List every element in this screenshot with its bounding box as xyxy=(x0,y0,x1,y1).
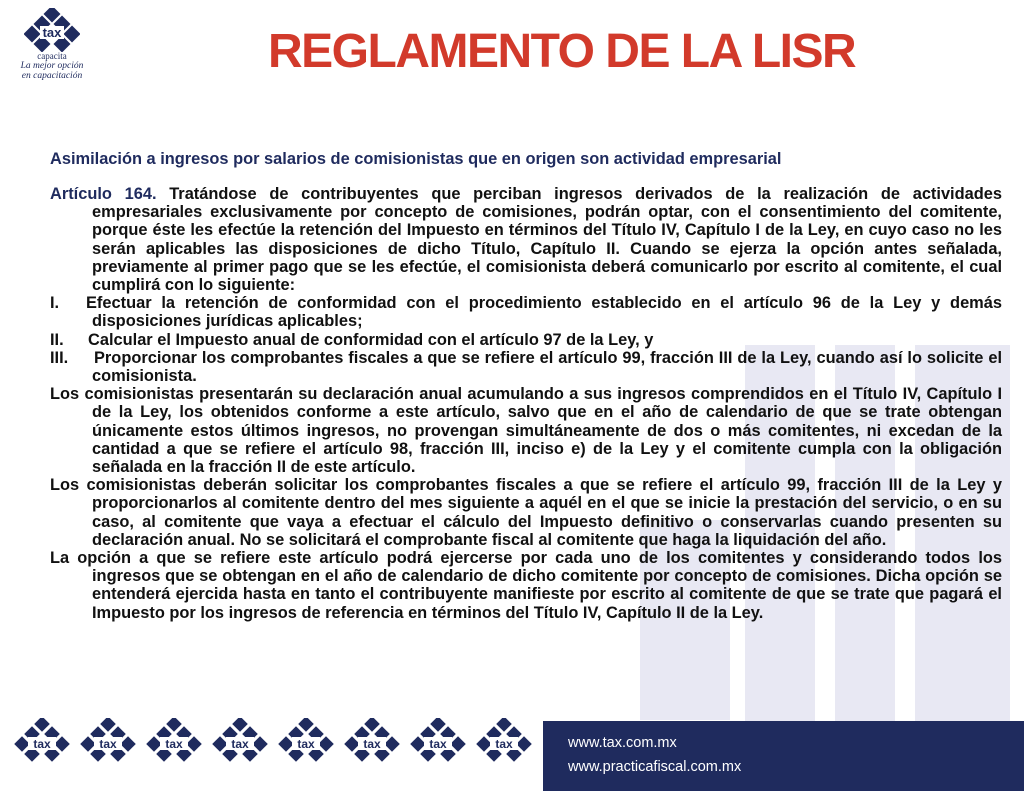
footer-logo-strip xyxy=(14,718,544,768)
list-item xyxy=(50,331,1002,349)
footer-tax-logo-icon xyxy=(14,718,70,762)
item-text: Calcular el Impuesto anual de conformidad con el artículo 97 de la Ley, y xyxy=(88,330,654,349)
footer-tax-logo-icon xyxy=(146,718,202,762)
svg-text:tax: tax xyxy=(495,737,513,751)
body-paragraph: Los comisionistas deberán solicitar los comprobantes fiscales a que se refiere el artículo 99, fracción III de la Ley y proporcionarlos al comitente dentro del mes siguiente a aquél en el que se inicie la prestación del servicio, o en su caso, al comitente que vaya a efectuar el cálculo del Impuesto definitivo o conservarlas cuando presenten su declaración anual. No se solicitará el comprobante fiscal al comitente que haga la liquidación del año. xyxy=(50,476,1002,549)
article-body xyxy=(50,185,1002,622)
body-paragraph: Los comisionistas presentarán su declaración anual acumulando a sus ingresos comprendidos en el Título IV, Capítulo I de la Ley, los obtenidos conforme a este artículo, salvo que en el año de calendario de que se trate obtengan únicamente estos últimos ingresos, no provengan simultáneamente de dos o más comitentes, ni excedan de la cantidad a que se refiere el artículo 98, fracción III, inciso e) de la Ley y el comitente cumpla con la obligación señalada en la fracción II de este artículo. xyxy=(50,385,1002,477)
tax-diamond-logo-icon xyxy=(24,8,80,52)
item-number: III. xyxy=(50,348,69,367)
logo-tagline-1: La mejor opción xyxy=(20,61,84,71)
logo-capacita-text: capacita xyxy=(37,51,67,61)
footer-links-box xyxy=(543,721,1024,791)
footer-tax-logo-icon xyxy=(344,718,400,762)
svg-text:tax: tax xyxy=(165,737,183,751)
item-text: Efectuar la retención de conformidad con el procedimiento establecido en el artículo 96 de la Ley y demás disposiciones jurídicas aplicables; xyxy=(86,294,1002,331)
footer-link-tax[interactable]: www.tax.com.mx xyxy=(568,735,677,751)
slide-title: REGLAMENTO DE LA LISR xyxy=(268,25,856,78)
svg-text:tax: tax xyxy=(33,737,51,751)
item-number: II. xyxy=(50,330,64,349)
list-item xyxy=(50,294,1002,330)
svg-text:tax: tax xyxy=(231,737,249,751)
company-logo xyxy=(12,8,92,90)
footer-tax-logo-icon xyxy=(80,718,136,762)
footer-tax-logo-icon xyxy=(278,718,334,762)
slide-subtitle: Asimilación a ingresos por salarios de comisionistas que en origen son actividad empresarial xyxy=(50,150,782,168)
svg-text:tax: tax xyxy=(297,737,315,751)
svg-text:tax: tax xyxy=(99,737,117,751)
footer-tax-logo-icon xyxy=(476,718,532,762)
footer-tax-logo-icon xyxy=(410,718,466,762)
body-paragraph: La opción a que se refiere este artículo podrá ejercerse por cada uno de los comitentes y considerando todos los ingresos que se obtengan en el año de calendario de dicho comitente por concepto de comisiones. Dicha opción se entenderá ejercida hasta en tanto el contribuyente manifieste por escrito al comitente de que se trate que pagará el Impuesto por los ingresos de referencia en términos del Título IV, Capítulo II de la Ley. xyxy=(50,549,1002,622)
list-item xyxy=(50,349,1002,385)
footer-tax-logo-icon xyxy=(212,718,268,762)
item-text: Proporcionar los comprobantes fiscales a que se refiere el artículo 99, fracción III de la Ley, cuando así lo solicite el comisionista. xyxy=(92,348,1002,386)
article-text: Tratándose de contribuyentes que perciban ingresos derivados de la realización de actividades empresariales exclusivamente por concepto de comisiones, podrán optar, con el consentimiento del comitente, porque éste les efectúe la retención del Impuesto en términos del Título IV, Capítulo I de la Ley, en cuyo caso no les serán aplicables las disposiciones de dicho Título, Capítulo II. Cuando se ejerza la opción antes señalada, previamente al primer pago que se les efectúe, el comisionista deberá comunicarlo por escrito al comitente, el cual cumplirá con lo siguiente: xyxy=(92,185,1002,295)
footer-link-practicafiscal[interactable]: www.practicafiscal.com.mx xyxy=(568,759,742,775)
svg-text:tax: tax xyxy=(42,25,62,40)
article-label: Artículo 164. xyxy=(50,185,157,203)
svg-text:tax: tax xyxy=(363,737,381,751)
logo-tagline-2: en capacitación xyxy=(21,71,83,81)
svg-text:tax: tax xyxy=(429,737,447,751)
item-number: I. xyxy=(50,294,60,313)
article-paragraph xyxy=(50,185,1002,294)
